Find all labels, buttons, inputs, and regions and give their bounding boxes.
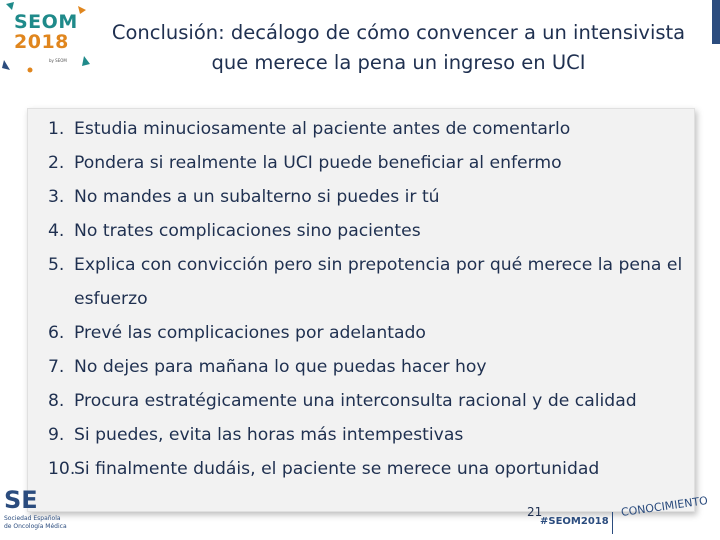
- seom-footer-logo: [0, 486, 80, 540]
- item-text: Procura estratégicamente una interconsulta racional y de calidad: [74, 391, 637, 411]
- list-item: [48, 214, 694, 248]
- list-item: [48, 452, 694, 486]
- page-number: 21: [527, 505, 543, 519]
- item-text: Si finalmente dudáis, el paciente se merece una oportunidad: [74, 459, 600, 479]
- item-number: 2.: [48, 153, 65, 173]
- item-text: No mandes a un subalterno si puedes ir tú: [74, 187, 440, 207]
- item-number: 3.: [48, 187, 65, 207]
- footer-word: CONOCIMIENTO: [620, 493, 709, 519]
- logo-subtitle: by SEOM: [49, 58, 67, 63]
- item-number: 8.: [48, 391, 65, 411]
- list-item: [48, 248, 694, 316]
- item-text: No trates complicaciones sino pacientes: [74, 221, 421, 241]
- item-text: Estudia minuciosamente al paciente antes de comentarlo: [74, 119, 571, 139]
- list-item: [48, 384, 694, 418]
- footer-org-line2: de Oncología Médica: [4, 523, 67, 530]
- item-number: 10.: [48, 459, 76, 479]
- list-item: [48, 146, 694, 180]
- item-number: 7.: [48, 357, 65, 377]
- footer-hashtag: #SEOM2018: [540, 516, 609, 527]
- list-item: [48, 316, 694, 350]
- item-text: Pondera si realmente la UCI puede beneficiar al enfermo: [74, 153, 562, 173]
- edge-decoration: [712, 0, 720, 44]
- item-number: 1.: [48, 119, 65, 139]
- item-text: No dejes para mañana lo que puedas hacer hoy: [74, 357, 487, 377]
- list-item: [48, 180, 694, 214]
- item-text: Si puedes, evita las horas más intempestivas: [74, 425, 464, 445]
- slide-title: Conclusión: decálogo de cómo convencer a un intensivista que merece la pena un ingreso en UCI: [111, 21, 686, 74]
- footer-org-line1: Sociedad Española: [4, 515, 61, 522]
- seom-logo: [0, 0, 92, 80]
- item-text: Prevé las complicaciones por adelantado: [74, 323, 426, 343]
- list-item: [48, 418, 694, 452]
- footer-logo-text: SE: [4, 486, 38, 514]
- item-number: 9.: [48, 425, 65, 445]
- item-number: 6.: [48, 323, 65, 343]
- list-item: [48, 350, 694, 384]
- list-item: [48, 112, 694, 146]
- item-text: Explica con convicción pero sin prepotencia por qué merece la pena el esfuerzo: [74, 255, 683, 309]
- logo-text-year: 2018: [14, 31, 69, 53]
- decalogue-box: [27, 108, 695, 512]
- footer-divider: [612, 512, 613, 534]
- logo-text-seom: SEOM: [14, 11, 78, 33]
- decalogue-list: [48, 112, 694, 486]
- item-number: 4.: [48, 221, 65, 241]
- item-number: 5.: [48, 255, 65, 275]
